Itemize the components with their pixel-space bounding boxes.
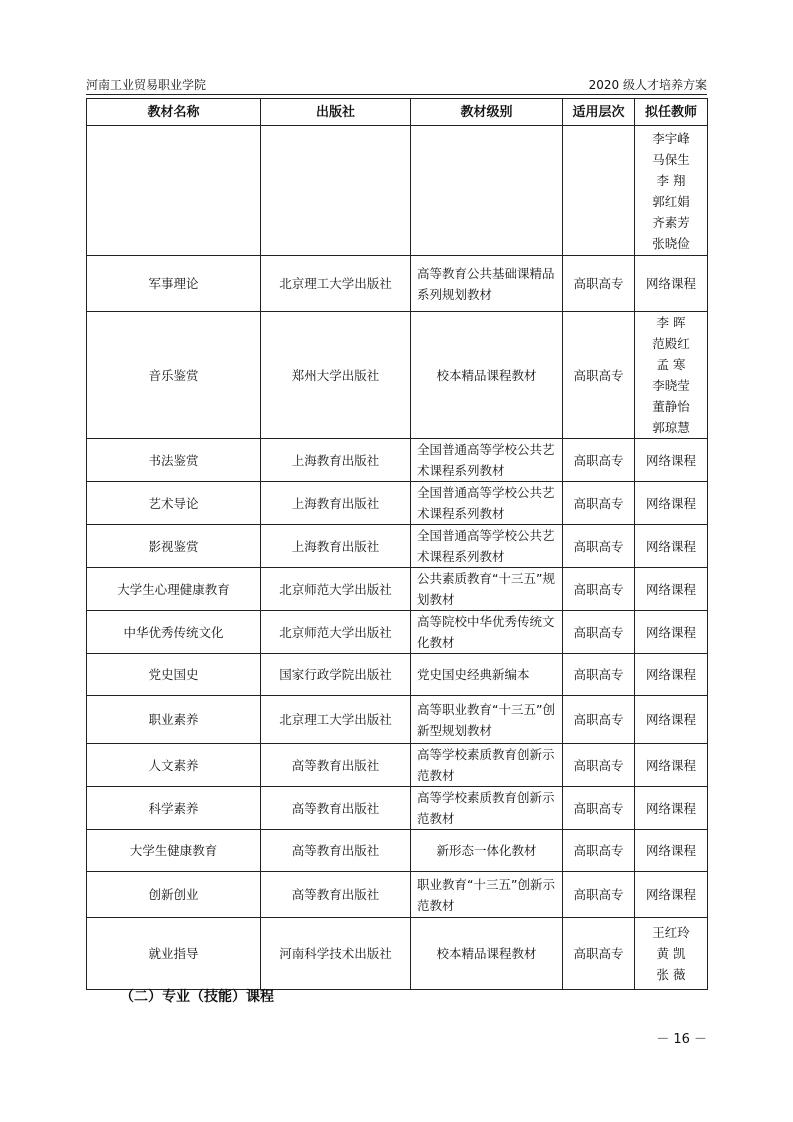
cell-textbook-name: 科学素养 [87, 787, 261, 830]
cell-teachers [635, 256, 708, 312]
teacher-name: 网络课程 [645, 800, 696, 816]
cell-applicable-level: 高职高专 [563, 482, 635, 525]
cell-publisher: 高等教育出版社 [261, 830, 411, 872]
table-row [87, 525, 708, 568]
cell-teachers [635, 482, 708, 525]
cell-publisher: 河南科学技术出版社 [261, 918, 411, 990]
cell-applicable-level: 高职高专 [563, 696, 635, 744]
teacher-name: 网络课程 [645, 538, 696, 554]
teacher-name: 网络课程 [645, 843, 696, 858]
page-header [86, 74, 707, 95]
teacher-name: 网络课程 [645, 757, 696, 773]
cell-publisher: 高等教育出版社 [261, 744, 411, 787]
cell-textbook-level: 职业教育“十三五”创新示范教材 [411, 872, 563, 918]
table-row [87, 312, 708, 439]
cell-publisher [261, 126, 411, 256]
cell-textbook-name: 音乐鉴赏 [87, 312, 261, 439]
cell-applicable-level: 高职高专 [563, 525, 635, 568]
cell-textbook-name: 就业指导 [87, 918, 261, 990]
teacher-name: 范殿红 [652, 336, 690, 351]
cell-teachers [635, 611, 708, 654]
cell-textbook-level: 高等学校素质教育创新示范教材 [411, 787, 563, 830]
teacher-name: 网络课程 [645, 581, 696, 597]
cell-textbook-level: 高等学校素质教育创新示范教材 [411, 744, 563, 787]
teacher-name: 张 薇 [656, 967, 686, 982]
header-plan-title: 2020 级人才培养方案 [588, 78, 707, 92]
cell-teachers [635, 654, 708, 696]
cell-teachers [635, 787, 708, 830]
cell-teachers [635, 696, 708, 744]
cell-applicable-level: 高职高专 [563, 744, 635, 787]
teacher-name: 黄 凯 [656, 946, 686, 961]
cell-textbook-name [87, 126, 261, 256]
teacher-name: 董静怡 [652, 399, 690, 414]
teacher-name: 网络课程 [645, 667, 696, 682]
cell-publisher: 北京师范大学出版社 [261, 568, 411, 611]
cell-applicable-level: 高职高专 [563, 872, 635, 918]
cell-textbook-name: 书法鉴赏 [87, 439, 261, 482]
teacher-name: 郭琼慧 [652, 420, 690, 435]
teacher-name: 孟 寒 [656, 357, 686, 372]
teacher-name: 网络课程 [645, 712, 696, 727]
teacher-name: 网络课程 [645, 624, 696, 640]
cell-textbook-level [411, 126, 563, 256]
cell-textbook-level: 校本精品课程教材 [411, 918, 563, 990]
teacher-name: 马保生 [652, 151, 690, 167]
cell-textbook-name: 中华优秀传统文化 [87, 611, 261, 654]
cell-textbook-level: 全国普通高等学校公共艺术课程系列教材 [411, 525, 563, 568]
column-header-level: 教材级别 [411, 99, 563, 126]
cell-teachers [635, 918, 708, 990]
page-number: － 16 － [656, 1032, 707, 1047]
cell-teachers [635, 872, 708, 918]
cell-textbook-level: 全国普通高等学校公共艺术课程系列教材 [411, 482, 563, 525]
table-row [87, 696, 708, 744]
cell-publisher: 上海教育出版社 [261, 482, 411, 525]
column-header-name: 教材名称 [87, 99, 261, 126]
cell-textbook-name: 人文素养 [87, 744, 261, 787]
cell-textbook-level: 党史国史经典新编本 [411, 654, 563, 696]
cell-textbook-name: 职业素养 [87, 696, 261, 744]
cell-applicable-level: 高职高专 [563, 312, 635, 439]
table-header-row [87, 99, 708, 126]
cell-publisher: 北京理工大学出版社 [261, 256, 411, 312]
cell-applicable-level: 高职高专 [563, 439, 635, 482]
cell-teachers [635, 830, 708, 872]
cell-publisher: 北京理工大学出版社 [261, 696, 411, 744]
table-row [87, 439, 708, 482]
cell-publisher: 高等教育出版社 [261, 787, 411, 830]
teacher-name: 李宇峰 [652, 130, 690, 146]
teacher-name: 网络课程 [645, 495, 696, 511]
cell-applicable-level: 高职高专 [563, 256, 635, 312]
table-row [87, 126, 708, 256]
cell-applicable-level: 高职高专 [563, 918, 635, 990]
cell-applicable-level: 高职高专 [563, 654, 635, 696]
cell-teachers [635, 525, 708, 568]
teacher-name: 齐素芳 [652, 214, 690, 230]
cell-publisher: 国家行政学院出版社 [261, 654, 411, 696]
cell-textbook-name: 大学生心理健康教育 [87, 568, 261, 611]
cell-publisher: 郑州大学出版社 [261, 312, 411, 439]
cell-textbook-level: 高等职业教育“十三五”创新型规划教材 [411, 696, 563, 744]
cell-textbook-level: 全国普通高等学校公共艺术课程系列教材 [411, 439, 563, 482]
teacher-name: 李晓莹 [652, 378, 690, 393]
teacher-name: 张晓俭 [652, 235, 690, 251]
cell-publisher: 上海教育出版社 [261, 525, 411, 568]
column-header-publisher: 出版社 [261, 99, 411, 126]
teacher-name: 李 晖 [656, 315, 686, 330]
cell-textbook-name: 大学生健康教育 [87, 830, 261, 872]
cell-textbook-name: 创新创业 [87, 872, 261, 918]
cell-textbook-level: 校本精品课程教材 [411, 312, 563, 439]
cell-publisher: 北京师范大学出版社 [261, 611, 411, 654]
table-row [87, 568, 708, 611]
table-row [87, 830, 708, 872]
cell-teachers [635, 126, 708, 256]
table-row [87, 872, 708, 918]
cell-teachers [635, 744, 708, 787]
section-heading: （二）专业（技能）课程 [120, 989, 274, 1005]
teacher-name: 郭红娟 [652, 193, 690, 209]
cell-textbook-name: 军事理论 [87, 256, 261, 312]
cell-textbook-name: 艺术导论 [87, 482, 261, 525]
cell-applicable-level: 高职高专 [563, 830, 635, 872]
cell-textbook-level: 高等院校中华优秀传统文化教材 [411, 611, 563, 654]
table-row [87, 787, 708, 830]
teacher-name: 网络课程 [645, 276, 696, 291]
textbook-table [86, 98, 708, 990]
table-row [87, 744, 708, 787]
table-row [87, 611, 708, 654]
cell-teachers [635, 439, 708, 482]
cell-publisher: 高等教育出版社 [261, 872, 411, 918]
table-row [87, 256, 708, 312]
cell-textbook-level: 高等教育公共基础课精品系列规划教材 [411, 256, 563, 312]
cell-applicable-level: 高职高专 [563, 787, 635, 830]
table-row [87, 482, 708, 525]
cell-textbook-level: 新形态一体化教材 [411, 830, 563, 872]
teacher-name: 网络课程 [645, 452, 696, 468]
teacher-name: 李 翔 [656, 172, 686, 188]
column-header-teacher: 拟任教师 [635, 99, 708, 126]
cell-applicable-level: 高职高专 [563, 568, 635, 611]
cell-textbook-name: 党史国史 [87, 654, 261, 696]
teacher-name: 网络课程 [645, 887, 696, 902]
cell-applicable-level [563, 126, 635, 256]
cell-textbook-name: 影视鉴赏 [87, 525, 261, 568]
teacher-name: 王红玲 [652, 925, 690, 940]
header-school-name: 河南工业贸易职业学院 [86, 78, 207, 92]
cell-teachers [635, 568, 708, 611]
cell-textbook-level: 公共素质教育“十三五”规划教材 [411, 568, 563, 611]
column-header-layer: 适用层次 [563, 99, 635, 126]
table-row [87, 918, 708, 990]
cell-teachers [635, 312, 708, 439]
table-row [87, 654, 708, 696]
cell-applicable-level: 高职高专 [563, 611, 635, 654]
cell-publisher: 上海教育出版社 [261, 439, 411, 482]
